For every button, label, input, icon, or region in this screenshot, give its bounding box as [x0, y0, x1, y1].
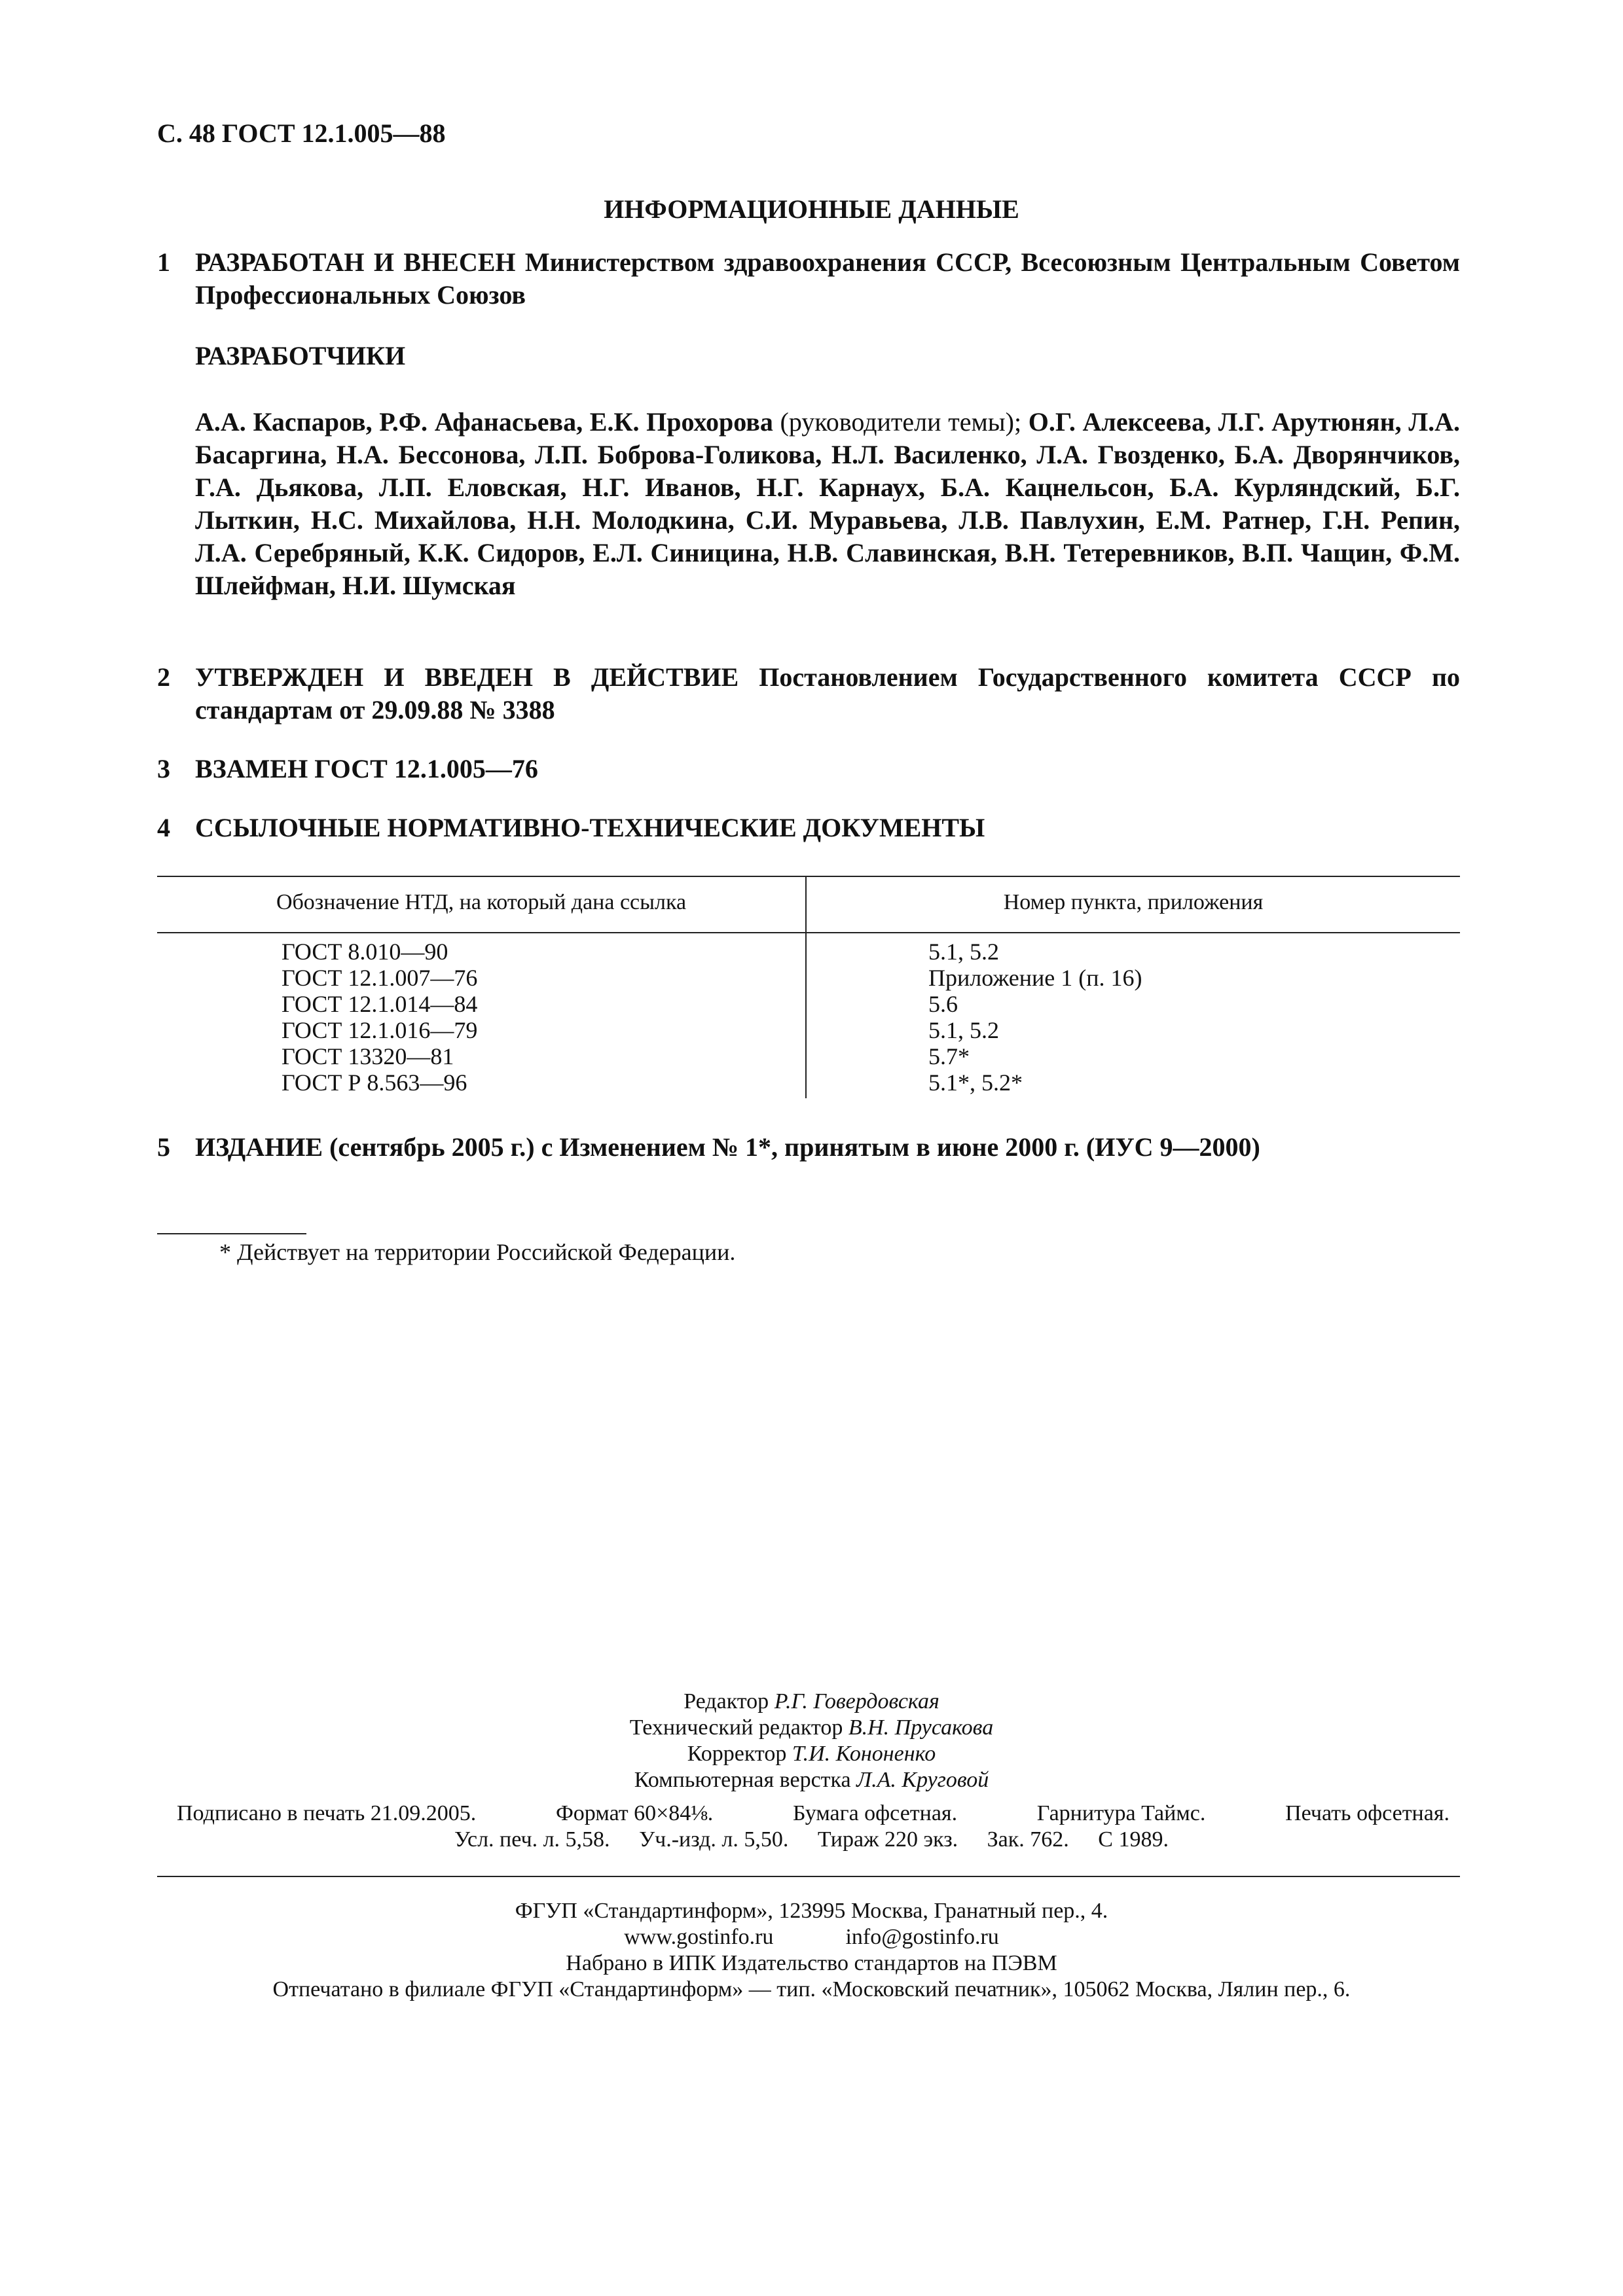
print-info-item: Уч.-изд. л. 5,50.: [639, 1827, 789, 1852]
section-text: ВЗАМЕН ГОСТ 12.1.005—76: [195, 754, 538, 783]
document-title: ИНФОРМАЦИОННЫЕ ДАННЫЕ: [604, 194, 1019, 224]
developers-list: [195, 406, 1460, 602]
section-text: УТВЕРЖДЕН И ВВЕДЕН В ДЕЙСТВИЕ Постановлением Государственного комитета СССР по стандартам от 29.09.88 № 3388: [195, 662, 1460, 725]
print-info-item: С 1989.: [1098, 1827, 1169, 1852]
credit-layout: [0, 1767, 1623, 1793]
publisher-printed: Отпечатано в филиале ФГУП «Стандартинформ» — тип. «Московский печатник», 105062 Москва, Лялин пер., 6.: [272, 1977, 1351, 2001]
credit-editor: [0, 1689, 1623, 1715]
section-2: [157, 661, 1460, 726]
print-info-item: Гарнитура Таймс.: [1036, 1801, 1206, 1825]
credit-label: Корректор: [687, 1742, 787, 1766]
section-number: 5: [157, 1132, 170, 1162]
publisher-email-link[interactable]: info@gostinfo.ru: [845, 1925, 999, 1949]
developers-heading: РАЗРАБОТЧИКИ: [195, 341, 406, 370]
publisher-rule: [157, 1876, 1460, 1877]
table-cell-clause: 5.1, 5.2: [928, 1017, 999, 1043]
table-cell-document: ГОСТ Р 8.563—96: [282, 1069, 467, 1096]
credit-name: Л.А. Круговой: [856, 1768, 989, 1792]
section-1: [157, 246, 1460, 312]
credit-label: Технический редактор: [629, 1715, 843, 1740]
credits-block: [0, 1689, 1623, 1793]
publisher-address: ФГУП «Стандартинформ», 123995 Москва, Гранатный пер., 4.: [515, 1899, 1108, 1923]
print-info-line-1: [177, 1801, 1450, 1826]
table-cell-document: ГОСТ 13320—81: [282, 1043, 454, 1069]
credit-name: Т.И. Кононенко: [792, 1742, 936, 1766]
print-info-item: Усл. печ. л. 5,58.: [454, 1827, 610, 1852]
table-cell-document: ГОСТ 8.010—90: [282, 939, 448, 965]
section-text: ИЗДАНИЕ (сентябрь 2005 г.) с Изменением № 1*, принятым в июне 2000 г. (ИУС 9—2000): [195, 1132, 1260, 1162]
developers-leads: А.А. Каспаров, Р.Ф. Афанасьева, Е.К. Прохорова: [195, 407, 773, 437]
table-cell-clause: 5.7*: [928, 1043, 970, 1069]
table-cell-clause: 5.1, 5.2: [928, 939, 999, 965]
publisher-typeset: Набрано в ИПК Издательство стандартов на ПЭВМ: [566, 1951, 1057, 1975]
section-5: [157, 1131, 1460, 1164]
credit-name: Р.Г. Говердовская: [774, 1689, 939, 1713]
page-header: С. 48 ГОСТ 12.1.005—88: [157, 118, 446, 148]
publisher-contacts: [0, 1924, 1623, 1950]
table-column-documents: [282, 939, 477, 1096]
references-table: [157, 876, 1460, 1098]
table-cell-document: ГОСТ 12.1.016—79: [282, 1017, 478, 1043]
print-info-item: Тираж 220 экз.: [817, 1827, 958, 1852]
developers-leads-note: (руководители темы);: [780, 407, 1022, 437]
table-column-clauses: [928, 939, 1142, 1096]
section-number: 1: [157, 247, 170, 277]
print-info-item: Зак. 762.: [987, 1827, 1069, 1852]
table-header-document: Обозначение НТД, на который дана ссылка: [276, 890, 687, 914]
developers-others: О.Г. Алексеева, Л.Г. Арутюнян, Л.А. Басаргина, Н.А. Бессонова, Л.П. Боброва-Голикова, Н.Л. Василенко, Л.А. Гвозденко, Б.А. Дворянчиков, Г.А. Дьякова, Л.П. Еловская, Н.Г. Иванов, Н.Г. Карнаух, Б.А. Кацнельсон, Б.А. Курляндский, Б.Г. Лыткин, Н.С. Михайлова, Н.Н. Молодкина, С.И. Муравьева, Л.В. Павлухин, Е.М. Ратнер, Г.Н. Репин, Л.А. Серебряный, К.К. Сидоров, Е.Л. Синицина, Н.В. Славинская, В.Н. Тетеревников, В.П. Чащин, Ф.М. Шлейфман, Н.И. Шумская: [195, 407, 1461, 600]
print-info-item: Подписано в печать 21.09.2005.: [177, 1801, 477, 1825]
print-info-item: Бумага офсетная.: [793, 1801, 958, 1825]
table-cell-document: ГОСТ 12.1.007—76: [282, 965, 478, 991]
section-4: [157, 812, 1460, 844]
table-cell-clause: Приложение 1 (п. 16): [928, 965, 1142, 991]
section-number: 4: [157, 813, 170, 842]
section-3: [157, 753, 1460, 785]
print-info-line-2: [0, 1827, 1623, 1852]
credit-label: Компьютерная верстка: [634, 1768, 851, 1792]
publisher-website-link[interactable]: www.gostinfo.ru: [624, 1925, 774, 1949]
table-header-clause: Номер пункта, приложения: [1003, 890, 1264, 914]
credit-name: В.Н. Прусакова: [848, 1715, 994, 1740]
print-info-item: Формат 60×84⅛.: [555, 1801, 714, 1825]
print-info-item: Печать офсетная.: [1285, 1801, 1450, 1825]
table-cell-clause: 5.1*, 5.2*: [928, 1069, 1023, 1096]
section-text: РАЗРАБОТАН И ВНЕСЕН Министерством здравоохранения СССР, Всесоюзным Центральным Советом Профессиональных Союзов: [195, 247, 1460, 310]
section-text: ССЫЛОЧНЫЕ НОРМАТИВНО-ТЕХНИЧЕСКИЕ ДОКУМЕНТЫ: [195, 813, 985, 842]
table-top-rule: [157, 876, 1460, 877]
credit-corrector: [0, 1741, 1623, 1767]
footnote: * Действует на территории Российской Федерации.: [219, 1239, 736, 1265]
table-cell-document: ГОСТ 12.1.014—84: [282, 991, 478, 1017]
publisher-block: [0, 1898, 1623, 2003]
footnote-rule: [157, 1233, 306, 1234]
credit-tech-editor: [0, 1715, 1623, 1741]
table-header-rule: [157, 932, 1460, 933]
section-number: 2: [157, 662, 170, 692]
table-cell-clause: 5.6: [928, 991, 958, 1017]
credit-label: Редактор: [684, 1689, 769, 1713]
section-number: 3: [157, 754, 170, 783]
